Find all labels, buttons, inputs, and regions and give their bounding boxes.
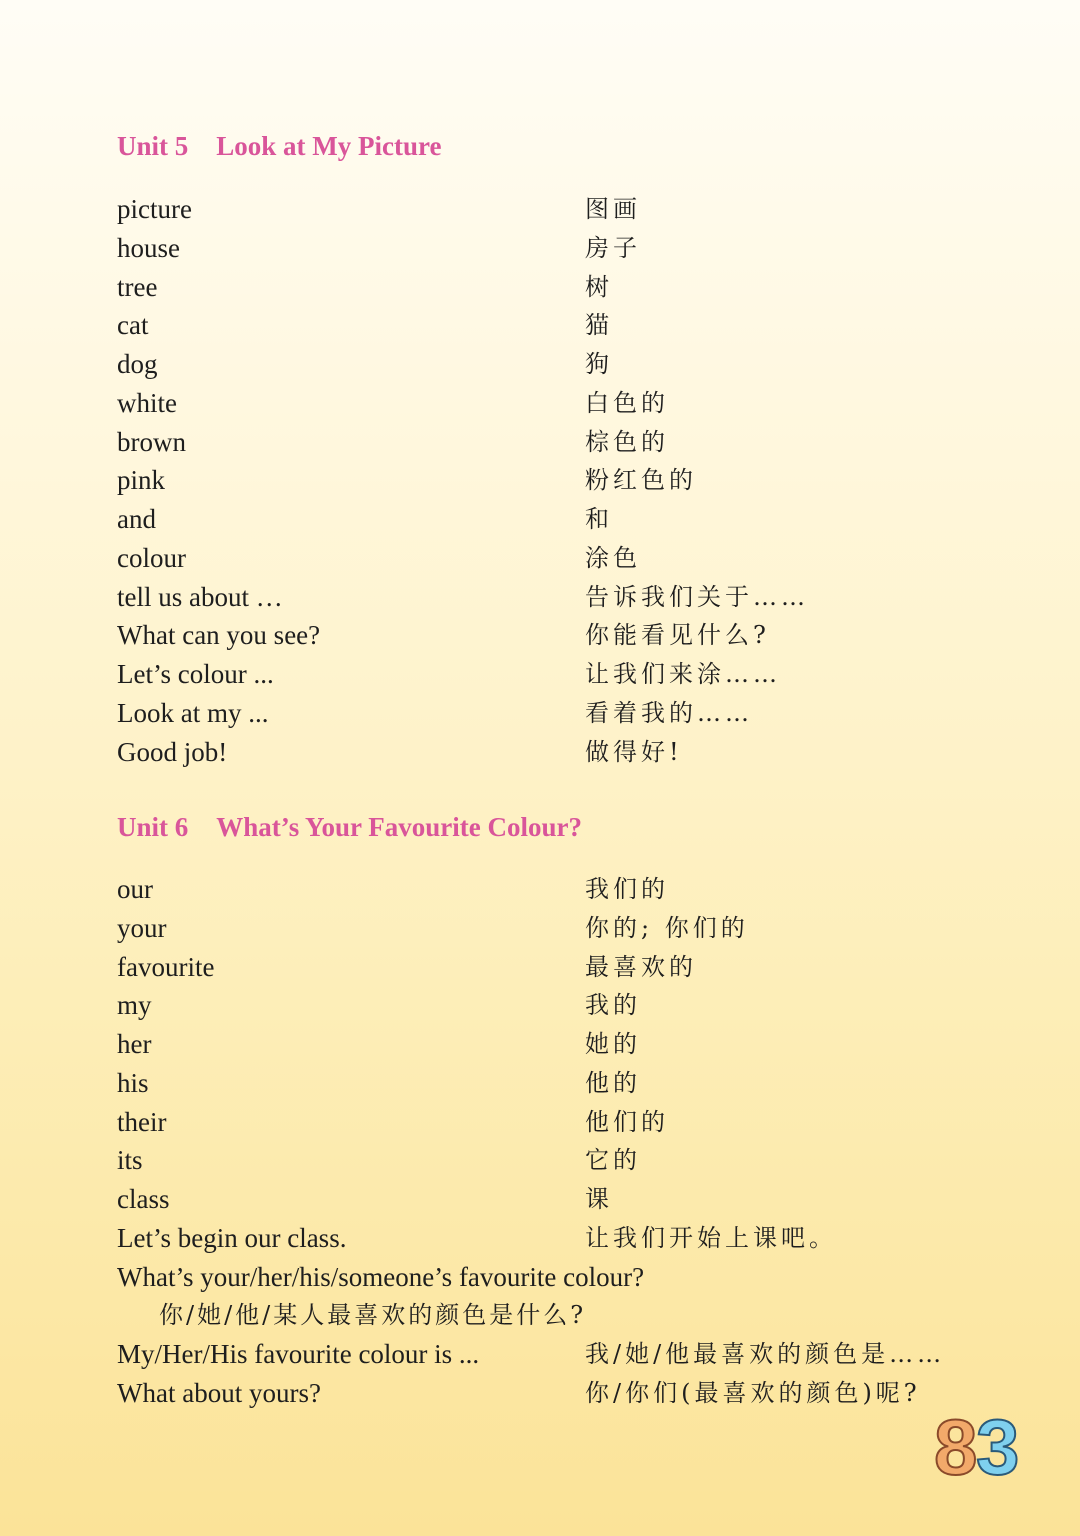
chinese-meaning: 做得好! xyxy=(585,737,683,766)
phrase-row xyxy=(117,655,1017,694)
english-word: white xyxy=(117,387,177,418)
english-phrase: Look at my ... xyxy=(117,697,269,728)
chinese-meaning: 白色的 xyxy=(585,388,669,417)
chinese-meaning: 图画 xyxy=(585,195,641,223)
unit5-heading xyxy=(117,131,441,162)
english-word: our xyxy=(117,874,153,904)
english-word: his xyxy=(117,1067,149,1098)
english-word: cat xyxy=(117,310,149,341)
chinese-meaning: 我们的 xyxy=(585,875,669,903)
english-word: class xyxy=(117,1184,170,1214)
phrase-translation-row xyxy=(117,1296,1017,1335)
chinese-meaning: 它的 xyxy=(585,1146,641,1175)
chinese-meaning: 他的 xyxy=(585,1068,641,1097)
chinese-meaning: 课 xyxy=(585,1185,613,1213)
english-word: dog xyxy=(117,349,158,379)
chinese-meaning: 你/你们(最喜欢的颜色)呢? xyxy=(585,1378,921,1407)
english-word: tree xyxy=(117,271,158,302)
word-row xyxy=(117,229,1017,268)
chinese-meaning: 她的 xyxy=(585,1030,641,1058)
chinese-meaning: 粉红色的 xyxy=(585,466,697,495)
phrase-row xyxy=(117,1374,1017,1413)
unit5-label: Unit 5 xyxy=(117,131,189,161)
chinese-meaning: 你能看见什么? xyxy=(585,621,770,650)
english-phrase: What about yours? xyxy=(117,1377,321,1408)
chinese-meaning: 棕色的 xyxy=(585,427,669,456)
english-phrase: What’s your/her/his/someone’s favourite colour? xyxy=(117,1261,645,1292)
unit6-title: What’s Your Favourite Colour? xyxy=(216,812,583,842)
chinese-meaning: 看着我的…… xyxy=(585,698,753,727)
page-number-digit-8: 8 xyxy=(934,1404,978,1482)
page-number-digit-3: 3 xyxy=(976,1404,1020,1482)
word-row xyxy=(117,870,1017,909)
word-row xyxy=(117,461,1017,500)
word-row xyxy=(117,423,1017,462)
chinese-meaning: 我的 xyxy=(585,991,641,1020)
english-phrase: Let’s colour ... xyxy=(117,659,274,689)
english-word: their xyxy=(117,1106,167,1137)
word-row xyxy=(117,986,1017,1025)
chinese-meaning: 你的; 你们的 xyxy=(585,913,749,942)
unit5-title: Look at My Picture xyxy=(216,131,442,161)
chinese-meaning: 最喜欢的 xyxy=(585,952,697,981)
word-row xyxy=(117,1025,1017,1064)
english-phrase: What can you see? xyxy=(117,620,321,651)
word-row xyxy=(117,190,1017,229)
english-word: her xyxy=(117,1029,152,1059)
chinese-meaning: 房子 xyxy=(585,233,641,262)
english-phrase: Let’s begin our class. xyxy=(117,1222,347,1253)
word-row xyxy=(117,500,1017,539)
chinese-meaning: 树 xyxy=(585,272,613,301)
english-word: your xyxy=(117,912,167,943)
word-row xyxy=(117,306,1017,345)
english-phrase: Good job! xyxy=(117,736,228,767)
english-word: house xyxy=(117,232,180,263)
phrase-row xyxy=(117,578,1017,617)
english-word: its xyxy=(117,1145,143,1176)
word-row xyxy=(117,909,1017,948)
chinese-meaning: 让我们开始上课吧。 xyxy=(585,1223,837,1252)
page-number xyxy=(934,1404,1030,1482)
phrase-row xyxy=(117,1335,1017,1374)
english-word: my xyxy=(117,990,152,1021)
english-word: pink xyxy=(117,465,166,496)
unit6-label: Unit 6 xyxy=(117,812,189,842)
chinese-meaning: 猫 xyxy=(585,311,613,340)
english-phrase: tell us about … xyxy=(117,581,283,612)
word-row xyxy=(117,1141,1017,1180)
chinese-meaning: 和 xyxy=(585,505,613,533)
english-word: favourite xyxy=(117,951,215,982)
phrase-row xyxy=(117,616,1017,655)
chinese-meaning: 你/她/他/某人最喜欢的颜色是什么? xyxy=(159,1301,587,1330)
word-row xyxy=(117,1180,1017,1219)
word-row xyxy=(117,345,1017,384)
phrase-row xyxy=(117,694,1017,733)
chinese-meaning: 他们的 xyxy=(585,1107,669,1136)
chinese-meaning: 我/她/他最喜欢的颜色是…… xyxy=(585,1340,946,1368)
phrase-row xyxy=(117,1258,1017,1297)
chinese-meaning: 涂色 xyxy=(585,543,641,572)
unit5-word-list xyxy=(117,190,1017,771)
phrase-row xyxy=(117,733,1017,772)
unit6-word-list xyxy=(117,870,1017,1413)
word-row xyxy=(117,948,1017,987)
chinese-meaning: 告诉我们关于…… xyxy=(585,582,809,611)
phrase-row xyxy=(117,1219,1017,1258)
english-word: colour xyxy=(117,542,186,573)
word-row xyxy=(117,268,1017,307)
word-row xyxy=(117,384,1017,423)
word-row xyxy=(117,1064,1017,1103)
english-word: brown xyxy=(117,426,186,457)
word-row xyxy=(117,539,1017,578)
chinese-meaning: 狗 xyxy=(585,350,613,378)
unit6-heading xyxy=(117,812,582,843)
english-word: and xyxy=(117,504,156,534)
word-row xyxy=(117,1103,1017,1142)
english-word: picture xyxy=(117,194,192,224)
english-phrase: My/Her/His favourite colour is ... xyxy=(117,1339,480,1369)
chinese-meaning: 让我们来涂…… xyxy=(585,660,781,688)
